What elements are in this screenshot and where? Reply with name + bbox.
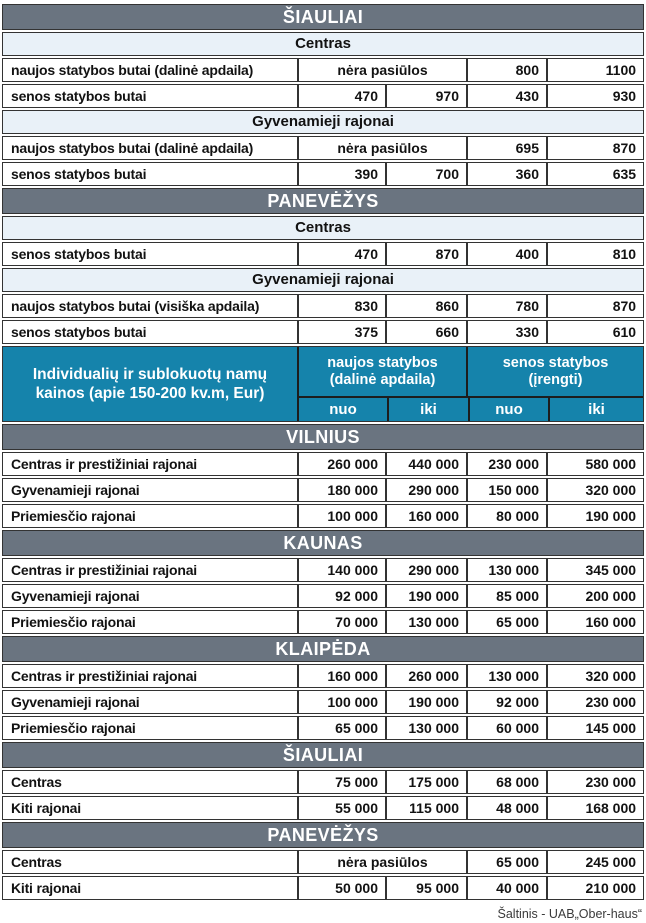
- subcol-naujos-nuo: nuo: [329, 401, 357, 418]
- price-cell: 190 000: [386, 584, 467, 608]
- price-cell: 60 000: [467, 716, 547, 740]
- group-header-cell: [2, 346, 644, 422]
- row-label: Priemiesčio rajonai: [2, 504, 298, 528]
- price-cell: 200 000: [547, 584, 644, 608]
- price-cell: 330: [467, 320, 547, 344]
- area-band-label: Centras: [2, 32, 644, 56]
- group-header: [3, 347, 643, 421]
- sub-columns: [299, 396, 643, 421]
- price-cell: 470: [298, 242, 386, 266]
- price-cell: 260 000: [298, 452, 386, 476]
- area-band-label: Gyvenamieji rajonai: [2, 110, 644, 134]
- price-cell: 100 000: [298, 690, 386, 714]
- price-cell: 65 000: [467, 610, 547, 634]
- price-cell: 830: [298, 294, 386, 318]
- city-row: [2, 424, 644, 450]
- price-cell: 430: [467, 84, 547, 108]
- price-cell: 375: [298, 320, 386, 344]
- row-label: Centras ir prestižiniai rajonai: [2, 558, 298, 582]
- price-cell: 470: [298, 84, 386, 108]
- price-cell: 230 000: [467, 452, 547, 476]
- city-band-label: VILNIUS: [2, 424, 644, 450]
- data-row: [2, 716, 644, 740]
- price-cell: 115 000: [386, 796, 467, 820]
- price-cell: 48 000: [467, 796, 547, 820]
- area-row: [2, 268, 644, 292]
- row-label: Priemiesčio rajonai: [2, 610, 298, 634]
- price-cell: 145 000: [547, 716, 644, 740]
- price-cell: 440 000: [386, 452, 467, 476]
- price-cell: 80 000: [467, 504, 547, 528]
- group-header-columns: [299, 347, 643, 421]
- row-label: Kiti rajonai: [2, 796, 298, 820]
- price-cell: 210 000: [547, 876, 644, 900]
- price-cell: 68 000: [467, 770, 547, 794]
- price-cell: 260 000: [386, 664, 467, 688]
- price-cell: 70 000: [298, 610, 386, 634]
- price-cell: 390: [298, 162, 386, 186]
- price-cell: 95 000: [386, 876, 467, 900]
- source-note: Šaltinis - UAB„Ober-haus“: [497, 907, 642, 921]
- price-cell: 635: [547, 162, 644, 186]
- city-band-label: PANEVĖŽYS: [2, 822, 644, 848]
- price-cell: 168 000: [547, 796, 644, 820]
- price-cell: 610: [547, 320, 644, 344]
- city-row: [2, 822, 644, 848]
- price-cell: 100 000: [298, 504, 386, 528]
- price-cell: 1100: [547, 58, 644, 82]
- city-row: [2, 188, 644, 214]
- data-row: [2, 770, 644, 794]
- price-cell: 870: [547, 136, 644, 160]
- house-prices-title: Individualių ir sublokuotų namų kainos (apie 150-200 kv.m, Eur): [3, 347, 299, 421]
- city-row: [2, 4, 644, 30]
- price-cell: 50 000: [298, 876, 386, 900]
- row-label: senos statybos butai: [2, 320, 298, 344]
- price-cell: 92 000: [298, 584, 386, 608]
- row-label: Centras: [2, 770, 298, 794]
- data-row: [2, 242, 644, 266]
- price-cell: 65 000: [467, 850, 547, 874]
- price-cell: 190 000: [547, 504, 644, 528]
- price-cell: 160 000: [386, 504, 467, 528]
- data-row: [2, 136, 644, 160]
- data-row: [2, 58, 644, 82]
- no-offer-cell: nėra pasiūlos: [298, 850, 467, 874]
- city-band-label: KAUNAS: [2, 530, 644, 556]
- row-label: senos statybos butai: [2, 242, 298, 266]
- area-row: [2, 110, 644, 134]
- subcol-senos-iki: iki: [548, 398, 643, 421]
- price-cell: 780: [467, 294, 547, 318]
- row-label: Gyvenamieji rajonai: [2, 478, 298, 502]
- data-row: [2, 558, 644, 582]
- price-cell: 160 000: [547, 610, 644, 634]
- city-band-label: PANEVĖŽYS: [2, 188, 644, 214]
- price-cell: 230 000: [547, 690, 644, 714]
- column-groups: [299, 347, 643, 396]
- group-header-row: [2, 346, 644, 422]
- row-label: Centras ir prestižiniai rajonai: [2, 664, 298, 688]
- city-band-label: ŠIAULIAI: [2, 742, 644, 768]
- city-band-label: ŠIAULIAI: [2, 4, 644, 30]
- row-label: senos statybos butai: [2, 84, 298, 108]
- row-label: senos statybos butai: [2, 162, 298, 186]
- data-row: [2, 876, 644, 900]
- price-cell: 130 000: [467, 664, 547, 688]
- row-label: Centras ir prestižiniai rajonai: [2, 452, 298, 476]
- data-row: [2, 294, 644, 318]
- row-label: naujos statybos butai (visiška apdaila): [2, 294, 298, 318]
- data-row: [2, 452, 644, 476]
- price-cell: 190 000: [386, 690, 467, 714]
- row-label: Centras: [2, 850, 298, 874]
- area-band-label: Centras: [2, 216, 644, 240]
- price-cell: 65 000: [298, 716, 386, 740]
- price-cell: 130 000: [467, 558, 547, 582]
- row-label: naujos statybos butai (dalinė apdaila): [2, 58, 298, 82]
- subcol-naujos-iki: iki: [387, 398, 468, 421]
- city-band-label: KLAIPĖDA: [2, 636, 644, 662]
- price-cell: 970: [386, 84, 467, 108]
- no-offer-cell: nėra pasiūlos: [298, 58, 467, 82]
- price-cell: 140 000: [298, 558, 386, 582]
- data-row: [2, 690, 644, 714]
- row-label: Gyvenamieji rajonai: [2, 584, 298, 608]
- price-cell: 130 000: [386, 716, 467, 740]
- price-cell: 810: [547, 242, 644, 266]
- subcol-senos-nuo: nuo: [468, 398, 548, 421]
- col-group-naujos-statybos: naujos statybos (dalinė apdaila): [299, 347, 468, 396]
- price-cell: 660: [386, 320, 467, 344]
- area-band-label: Gyvenamieji rajonai: [2, 268, 644, 292]
- price-cell: 345 000: [547, 558, 644, 582]
- data-row: [2, 664, 644, 688]
- price-cell: 360: [467, 162, 547, 186]
- area-row: [2, 32, 644, 56]
- data-row: [2, 610, 644, 634]
- price-cell: 320 000: [547, 478, 644, 502]
- apartment-prices-section: [2, 4, 644, 344]
- price-table: [2, 2, 644, 902]
- price-cell: 92 000: [467, 690, 547, 714]
- price-cell: 800: [467, 58, 547, 82]
- house-prices-section: [2, 424, 644, 900]
- data-row: [2, 162, 644, 186]
- price-cell: 130 000: [386, 610, 467, 634]
- price-cell: 245 000: [547, 850, 644, 874]
- price-cell: 320 000: [547, 664, 644, 688]
- house-prices-header-section: [2, 346, 644, 422]
- row-label: Gyvenamieji rajonai: [2, 690, 298, 714]
- row-label: Kiti rajonai: [2, 876, 298, 900]
- data-row: [2, 478, 644, 502]
- area-row: [2, 216, 644, 240]
- price-cell: 860: [386, 294, 467, 318]
- price-cell: 930: [547, 84, 644, 108]
- no-offer-cell: nėra pasiūlos: [298, 136, 467, 160]
- price-cell: 290 000: [386, 478, 467, 502]
- price-cell: 700: [386, 162, 467, 186]
- price-cell: 290 000: [386, 558, 467, 582]
- price-cell: 870: [547, 294, 644, 318]
- price-cell: 230 000: [547, 770, 644, 794]
- price-cell: 870: [386, 242, 467, 266]
- row-label: naujos statybos butai (dalinė apdaila): [2, 136, 298, 160]
- city-row: [2, 742, 644, 768]
- data-row: [2, 320, 644, 344]
- row-label: Priemiesčio rajonai: [2, 716, 298, 740]
- data-row: [2, 84, 644, 108]
- col-group-senos-statybos: senos statybos (įrengti): [502, 354, 609, 388]
- price-cell: 40 000: [467, 876, 547, 900]
- city-row: [2, 530, 644, 556]
- price-cell: 55 000: [298, 796, 386, 820]
- city-row: [2, 636, 644, 662]
- price-cell: 175 000: [386, 770, 467, 794]
- price-cell: 695: [467, 136, 547, 160]
- price-cell: 400: [467, 242, 547, 266]
- data-row: [2, 584, 644, 608]
- price-cell: 180 000: [298, 478, 386, 502]
- data-row: [2, 796, 644, 820]
- price-cell: 580 000: [547, 452, 644, 476]
- price-cell: 160 000: [298, 664, 386, 688]
- data-row: [2, 850, 644, 874]
- price-cell: 75 000: [298, 770, 386, 794]
- price-cell: 85 000: [467, 584, 547, 608]
- data-row: [2, 504, 644, 528]
- price-cell: 150 000: [467, 478, 547, 502]
